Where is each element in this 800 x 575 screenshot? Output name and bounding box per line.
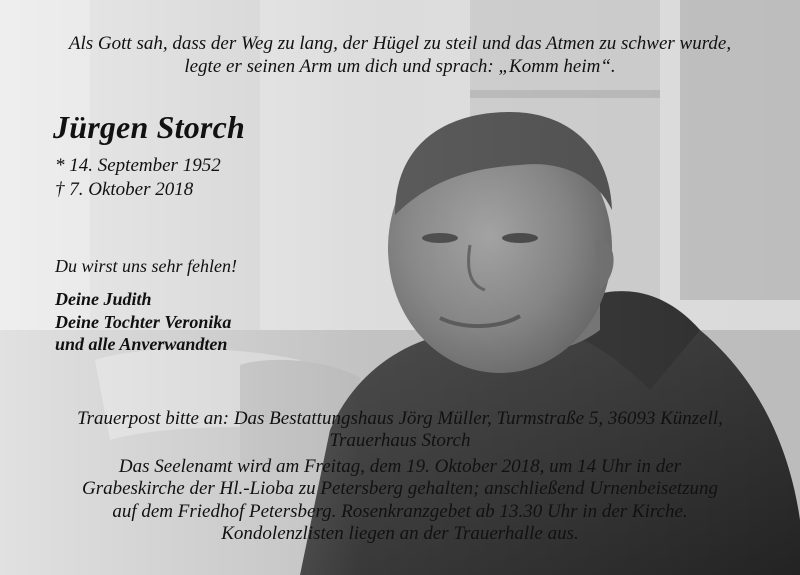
service-line-4: Kondolenzlisten liegen an der Trauerhalle aus.	[221, 523, 579, 545]
service-line-3: auf dem Friedhof Petersberg. Rosenkranzgebet ab 13.30 Uhr in der Kirche.	[112, 500, 688, 522]
death-date: † 7. Oktober 2018	[55, 179, 194, 200]
farewell-message: Du wirst uns sehr fehlen!	[55, 256, 237, 276]
deceased-name: Jürgen Storch	[53, 109, 245, 145]
mourner-item: Deine Judith	[55, 289, 152, 309]
mail-line-1: Trauerpost bitte an: Das Bestattungshaus Jörg Müller, Turmstraße 5, 36093 Künzell,	[77, 408, 723, 429]
birth-date: * 14. September 1952	[55, 155, 221, 176]
service-info	[0, 408, 800, 545]
life-dates	[55, 154, 221, 202]
quote-line-1: Als Gott sah, dass der Weg zu lang, der Hügel zu steil und das Atmen zu schwer wurde,	[68, 33, 732, 54]
mourners-list	[55, 288, 231, 356]
mourner-item: Deine Tochter Veronika	[55, 311, 232, 332]
opening-quote	[0, 32, 800, 78]
service-line-2: Grabeskirche der Hl.-Lioba zu Petersberg gehalten; anschließend Urnenbeisetzung	[81, 478, 719, 500]
mail-line-2: Trauerhaus Storch	[329, 430, 471, 452]
mourner-item: und alle Anverwandten	[55, 334, 228, 354]
quote-line-2: legte er seinen Arm um dich und sprach: „Komm heim“.	[184, 56, 616, 77]
service-line-1: Das Seelenamt wird am Freitag, dem 19. Oktober 2018, um 14 Uhr in der	[118, 455, 682, 477]
